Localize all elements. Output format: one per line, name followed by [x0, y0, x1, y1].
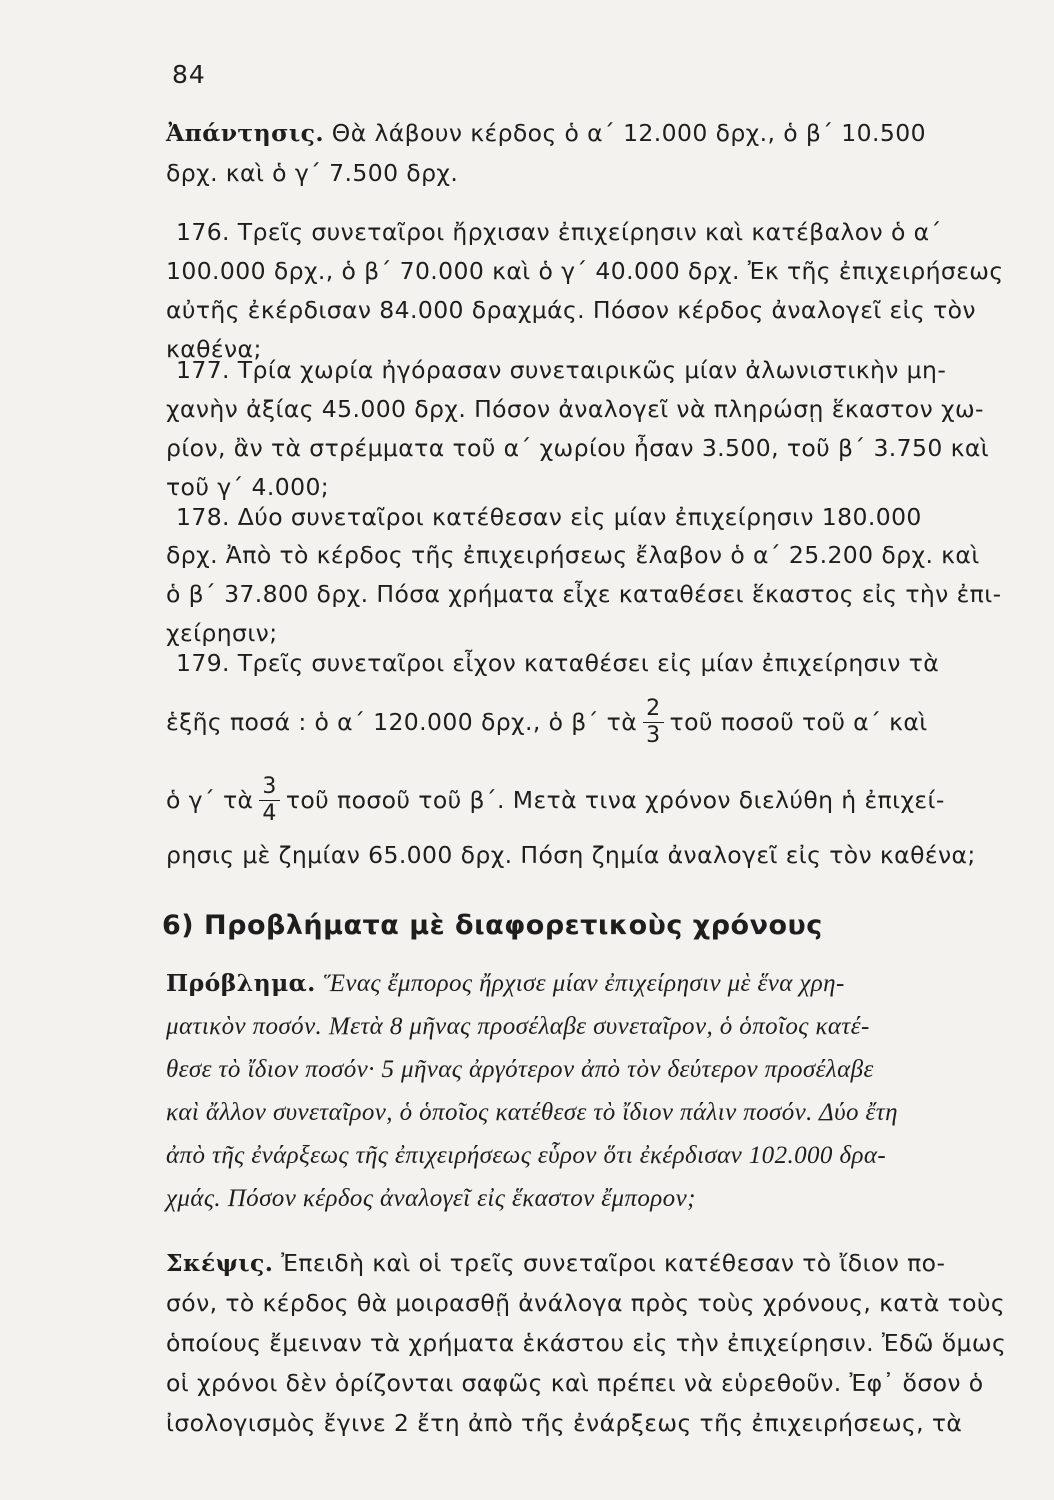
problem-178-line-1: 178. Δύο συνεταῖροι κατέθεσαν εἰς μίαν ἐπιχείρησιν 180.000 [176, 503, 922, 531]
problem-178-line-4: χείρησιν; [166, 619, 278, 647]
fraction-denominator: 3 [646, 722, 661, 748]
answer-label: Ἀπάντησις. [166, 119, 324, 147]
problem-label: Πρόβλημα. [166, 969, 316, 997]
reasoning-label: Σκέψις. [166, 1249, 274, 1277]
answer-text-1: Θὰ λάβουν κέρδος ὁ α΄ 12.000 δρχ., ὁ β΄ 10.500 [331, 119, 926, 147]
problem-line-5: ἀπὸ τῆς ἐνάρξεως τῆς ἐπιχειρήσεως εὗρον ὅτι ἐκέρδισαν 102.000 δρα- [166, 1142, 887, 1169]
fraction-numerator: 2 [643, 696, 663, 723]
problem-179-line-3a: ὁ γ΄ τὰ [166, 786, 254, 814]
problem-179-line-1: 179. Τρεῖς συνεταῖροι εἶχον καταθέσει εἰς μίαν ἐπιχείρησιν τὰ [176, 649, 940, 677]
problem-179-line-3 [166, 770, 1011, 830]
problem-176-line-3: αὐτῆς ἐκέρδισαν 84.000 δραχμάς. Πόσον κέρδος ἀναλογεῖ εἰς τὸν [166, 296, 976, 324]
problem-176-line-2: 100.000 δρχ., ὁ β΄ 70.000 καὶ ὁ γ΄ 40.000 δρχ. Ἐκ τῆς ἐπιχειρήσεως [166, 257, 1004, 285]
reasoning-line-5: ἰσολογισμὸς ἔγινε 2 ἔτη ἀπὸ τῆς ἐνάρξεως τῆς ἐπιχειρήσεως, τὰ [166, 1409, 963, 1437]
problem-177-line-1: 177. Τρία χωρία ἠγόρασαν συνεταιρικῶς μίαν ἀλωνιστικὴν μη- [176, 356, 947, 384]
problem-179-line-2b: τοῦ ποσοῦ τοῦ α΄ καὶ [669, 708, 928, 736]
problem-177-line-3: ρίον, ἂν τὰ στρέμματα τοῦ α΄ χωρίου ἦσαν 3.500, τοῦ β΄ 3.750 καὶ [166, 434, 990, 462]
fraction-denominator: 4 [262, 800, 277, 826]
section-heading: 6) Προβλήματα μὲ διαφορετικοὺς χρόνους [162, 910, 823, 941]
answer-line-1 [166, 118, 1011, 148]
problem-178-line-3: ὁ β΄ 37.800 δρχ. Πόσα χρήματα εἶχε καταθέσει ἕκαστος εἰς τὴν ἐπι- [166, 580, 1002, 608]
problem-line-6: χμάς. Πόσον κέρδος ἀναλογεῖ εἰς ἕκαστον ἔμπορον; [166, 1185, 696, 1212]
problem-text-1: Ἕνας ἔμπορος ἤρχισε μίαν ἐπιχείρησιν μὲ ἕνα χρη- [323, 970, 845, 997]
fraction-three-quarters [259, 774, 279, 827]
problem-176-line-1: 176. Τρεῖς συνεταῖροι ἤρχισαν ἐπιχείρησιν καὶ κατέβαλον ὁ α΄ [176, 218, 942, 246]
fraction-two-thirds [643, 696, 663, 749]
fraction-numerator: 3 [259, 774, 279, 801]
problem-178-line-2: δρχ. Ἀπὸ τὸ κέρδος τῆς ἐπιχειρήσεως ἔλαβον ὁ α΄ 25.200 δρχ. καὶ [166, 541, 980, 569]
reasoning-line-1 [166, 1248, 1011, 1278]
reasoning-line-2: σόν, τὸ κέρδος θὰ μοιρασθῇ ἀνάλογα πρὸς τοὺς χρόνους, κατὰ τοὺς [166, 1289, 1006, 1317]
problem-line-2: ματικὸν ποσόν. Μετὰ 8 μῆνας προσέλαβε συνεταῖρον, ὁ ὁποῖος κατέ- [166, 1013, 870, 1040]
problem-179-line-2a: ἑξῆς ποσά : ὁ α΄ 120.000 δρχ., ὁ β΄ τὰ [166, 708, 638, 736]
problem-179-line-3b: τοῦ ποσοῦ τοῦ β΄. Μετὰ τινα χρόνον διελύθη ἡ ἐπιχεί- [285, 786, 945, 814]
problem-177-line-4: τοῦ γ΄ 4.000; [166, 473, 330, 501]
problem-line-4: καὶ ἄλλον συνεταῖρον, ὁ ὁποῖος κατέθεσε τὸ ἴδιον πάλιν ποσόν. Δύο ἔτη [166, 1099, 898, 1126]
problem-179-line-4: ρησις μὲ ζημίαν 65.000 δρχ. Πόση ζημία ἀναλογεῖ εἰς τὸν καθένα; [166, 841, 976, 869]
reasoning-line-4: οἱ χρόνοι δὲν ὁρίζονται σαφῶς καὶ πρέπει νὰ εὑρεθοῦν. Ἐφ᾽ ὅσον ὁ [166, 1369, 984, 1397]
problem-176-line-4: καθένα; [166, 335, 262, 363]
page-number: 84 [172, 60, 206, 89]
answer-line-2: δρχ. καὶ ὁ γ΄ 7.500 δρχ. [166, 159, 459, 187]
problem-line-3: θεσε τὸ ἴδιον ποσόν· 5 μῆνας ἀργότερον ἀπὸ τὸν δεύτερον προσέλαβε [166, 1056, 874, 1083]
reasoning-text-1: Ἐπειδὴ καὶ οἱ τρεῖς συνεταῖροι κατέθεσαν τὸ ἴδιον πο- [281, 1249, 946, 1277]
problem-line-1 [166, 968, 1011, 999]
problem-177-line-2: χανὴν ἀξίας 45.000 δρχ. Πόσον ἀναλογεῖ νὰ πληρώσῃ ἕκαστον χω- [166, 395, 984, 423]
problem-179-line-2 [166, 692, 1011, 752]
reasoning-line-3: ὁποίους ἔμειναν τὰ χρήματα ἑκάστου εἰς τὴν ἐπιχείρησιν. Ἐδῶ ὅμως [166, 1329, 1007, 1357]
